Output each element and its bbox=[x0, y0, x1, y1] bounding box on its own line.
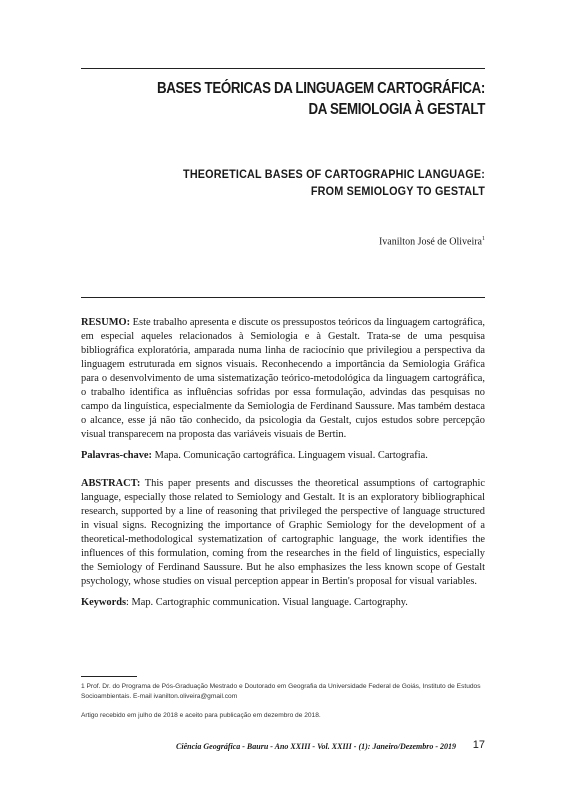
author bbox=[379, 236, 485, 247]
top-rule bbox=[81, 68, 485, 69]
page-number: 17 bbox=[472, 739, 485, 751]
resumo-text: Este trabalho apresenta e discute os pressupostos teóricos da linguagem cartográfica, em especial aqueles relacionados à Semiologia e à Gestalt. Trata-se de uma pesquisa bibliográfica exploratória, amparada numa linha de raciocínio que privilegiou a perspectiva da linguagem estruturada em signos visuais. Reconhecendo a importância da Semiologia Gráfica para o desenvolvimento de uma sistematização teórico-metodológica da linguagem cartográfica, o trabalho identifica as influências sofridas por essa formulação, advindas das pesquisas no campo da linguística, especialmente da Semiologia de Ferdinand Saussure. Mas também destaca o alcance, esse já não tão conhecido, da psicologia da Gestalt, cujos estudos sobre percepção visual transparecem na proposta das variáveis visuais de Bertin. bbox=[81, 317, 485, 440]
keywords-paragraph bbox=[81, 596, 485, 610]
keywords-label: Keywords bbox=[81, 597, 127, 608]
resumo-paragraph bbox=[81, 316, 485, 442]
abstract-text: This paper presents and discusses the theoretical assumptions of cartographic language, especially those related to Semiology and Gestalt. It is an exploratory bibliographical research, supported by a line of reasoning that privileged the perspective of language structured in visual signs. Recognizing the importance of Graphic Semiology for the development of a theoretical-methodological systematization of cartographic language, the work identifies the influences of this formulation, coming from the researches in the field of linguistics, especially the Semiology of Ferdinand Saussure. But he also emphasizes the less known scope of Gestalt psychology, whose studies on visual perception appear in Bertin's proposal for visual variables. bbox=[81, 478, 485, 587]
title-pt-line2: DA SEMIOLOGIA À GESTALT bbox=[308, 101, 485, 118]
palavras-chave-label: Palavras-chave: bbox=[81, 450, 152, 461]
author-name: Ivanilton José de Oliveira bbox=[378, 236, 482, 248]
footnote-rule bbox=[81, 676, 137, 677]
title-en-line2: FROM SEMIOLOGY TO GESTALT bbox=[310, 184, 485, 198]
author-footnote-mark[interactable]: 1 bbox=[482, 236, 485, 242]
title-pt-line1: BASES TEÓRICAS DA LINGUAGEM CARTOGRÁFICA: bbox=[156, 80, 485, 97]
keywords-text: : Map. Cartographic communication. Visual language. Cartography. bbox=[126, 597, 408, 608]
journal-footer: Ciência Geográfica - Bauru - Ano XXIII - Vol. XXIII - (1): Janeiro/Dezembro - 2019 bbox=[176, 742, 456, 751]
abstract-paragraph bbox=[81, 477, 485, 589]
title-portuguese bbox=[138, 78, 485, 120]
footnote-1: 1 Prof. Dr. do Programa de Pós-Graduação Mestrado e Doutorado em Geografia da Universidade Federal de Goiás, Instituto de Estudos Socioambientais. E-mail ivanilton.oliveira@gmail.com bbox=[81, 683, 481, 700]
title-en-line1: THEORETICAL BASES OF CARTOGRAPHIC LANGUAGE: bbox=[183, 167, 486, 181]
palavras-chave-text: Mapa. Comunicação cartográfica. Linguagem visual. Cartografia. bbox=[151, 450, 428, 461]
palavras-chave-paragraph bbox=[81, 449, 485, 463]
separator-rule bbox=[81, 297, 485, 298]
title-english bbox=[121, 166, 485, 200]
footnote-received: Artigo recebido em julho de 2018 e aceito para publicação em dezembro de 2018. bbox=[81, 712, 321, 719]
abstract-label: ABSTRACT: bbox=[81, 478, 141, 489]
resumo-label: RESUMO: bbox=[81, 317, 131, 328]
